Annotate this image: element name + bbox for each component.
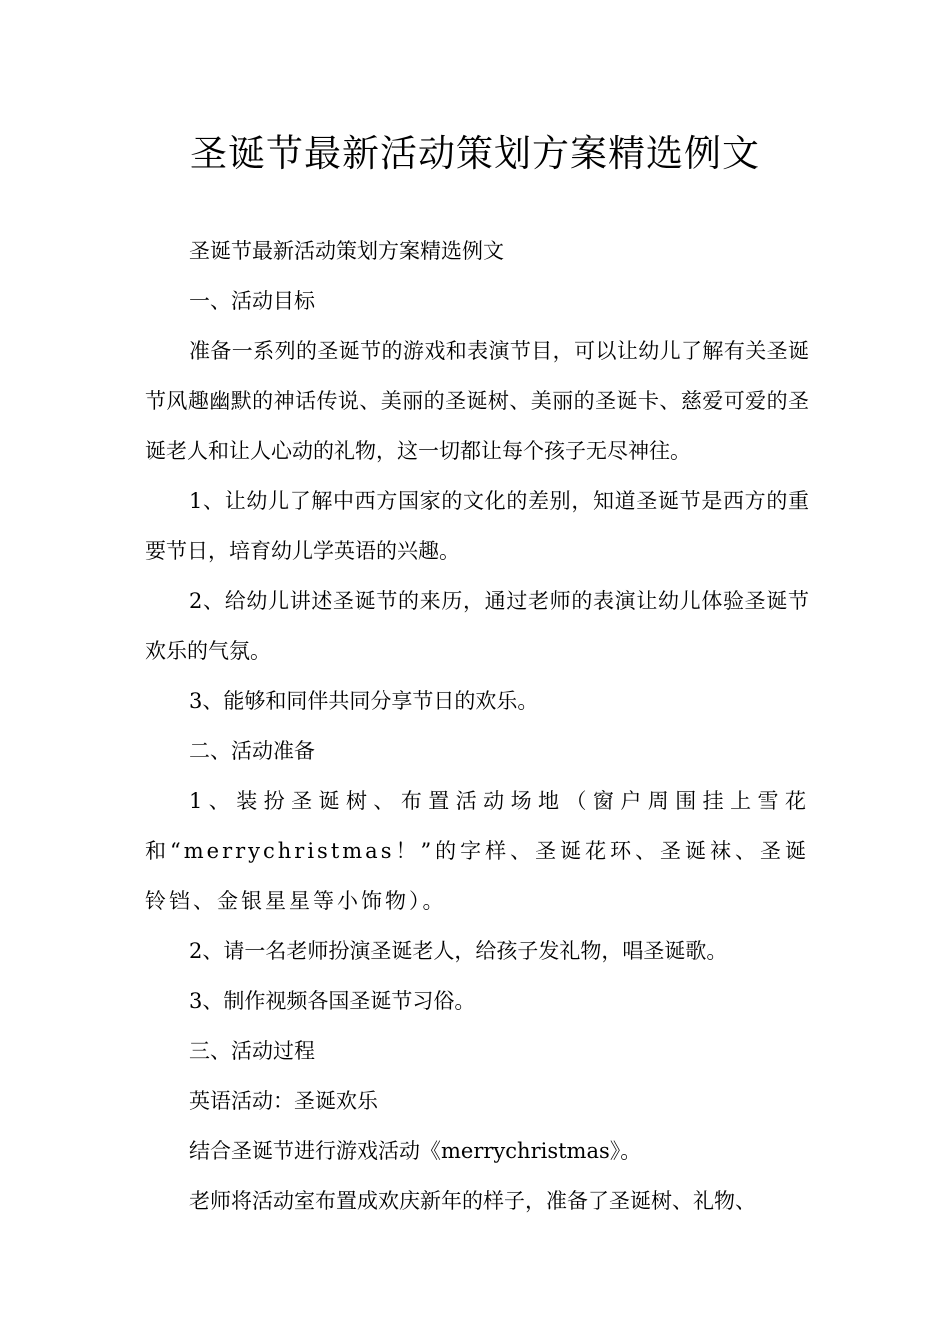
document-body (145, 226, 809, 1226)
paragraph-goals-intro: 准备一系列的圣诞节的游戏和表演节目，可以让幼儿了解有关圣诞节风趣幽默的神话传说、美丽的圣诞树、美丽的圣诞卡、慈爱可爱的圣诞老人和让人心动的礼物，这一切都让每个孩子无尽神往。 (145, 339, 809, 463)
paragraph-preparation-3: 3、制作视频各国圣诞节习俗。 (189, 989, 476, 1013)
paragraph-english-activity: 英语活动：圣诞欢乐 (189, 1089, 378, 1113)
paragraph-subtitle: 圣诞节最新活动策划方案精选例文 (189, 239, 504, 263)
paragraph-preparation-1: 1、装扮圣诞树、布置活动场地（窗户周围挂上雪花和“merrychristmas！”的字样、圣诞花环、圣诞袜、圣诞铃铛、金银星星等小饰物）。 (145, 789, 809, 913)
section-heading-preparation: 二、活动准备 (189, 739, 315, 763)
section-heading-process: 三、活动过程 (189, 1039, 315, 1063)
section-heading-goals: 一、活动目标 (189, 289, 315, 313)
paragraph-preparation-2: 2、请一名老师扮演圣诞老人，给孩子发礼物，唱圣诞歌。 (189, 939, 728, 963)
paragraph-goal-2: 2、给幼儿讲述圣诞节的来历，通过老师的表演让幼儿体验圣诞节欢乐的气氛。 (145, 589, 809, 663)
paragraph-teacher-setup: 老师将活动室布置成欢庆新年的样子，准备了圣诞树、礼物、 (189, 1189, 756, 1213)
paragraph-goal-1: 1、让幼儿了解中西方国家的文化的差别，知道圣诞节是西方的重要节日，培育幼儿学英语的兴趣。 (145, 489, 809, 563)
document-title: 圣诞节最新活动策划方案精选例文 (190, 132, 760, 175)
paragraph-goal-3: 3、能够和同伴共同分享节日的欢乐。 (189, 689, 539, 713)
paragraph-game-activity: 结合圣诞节进行游戏活动《merrychristmas》。 (189, 1139, 642, 1163)
